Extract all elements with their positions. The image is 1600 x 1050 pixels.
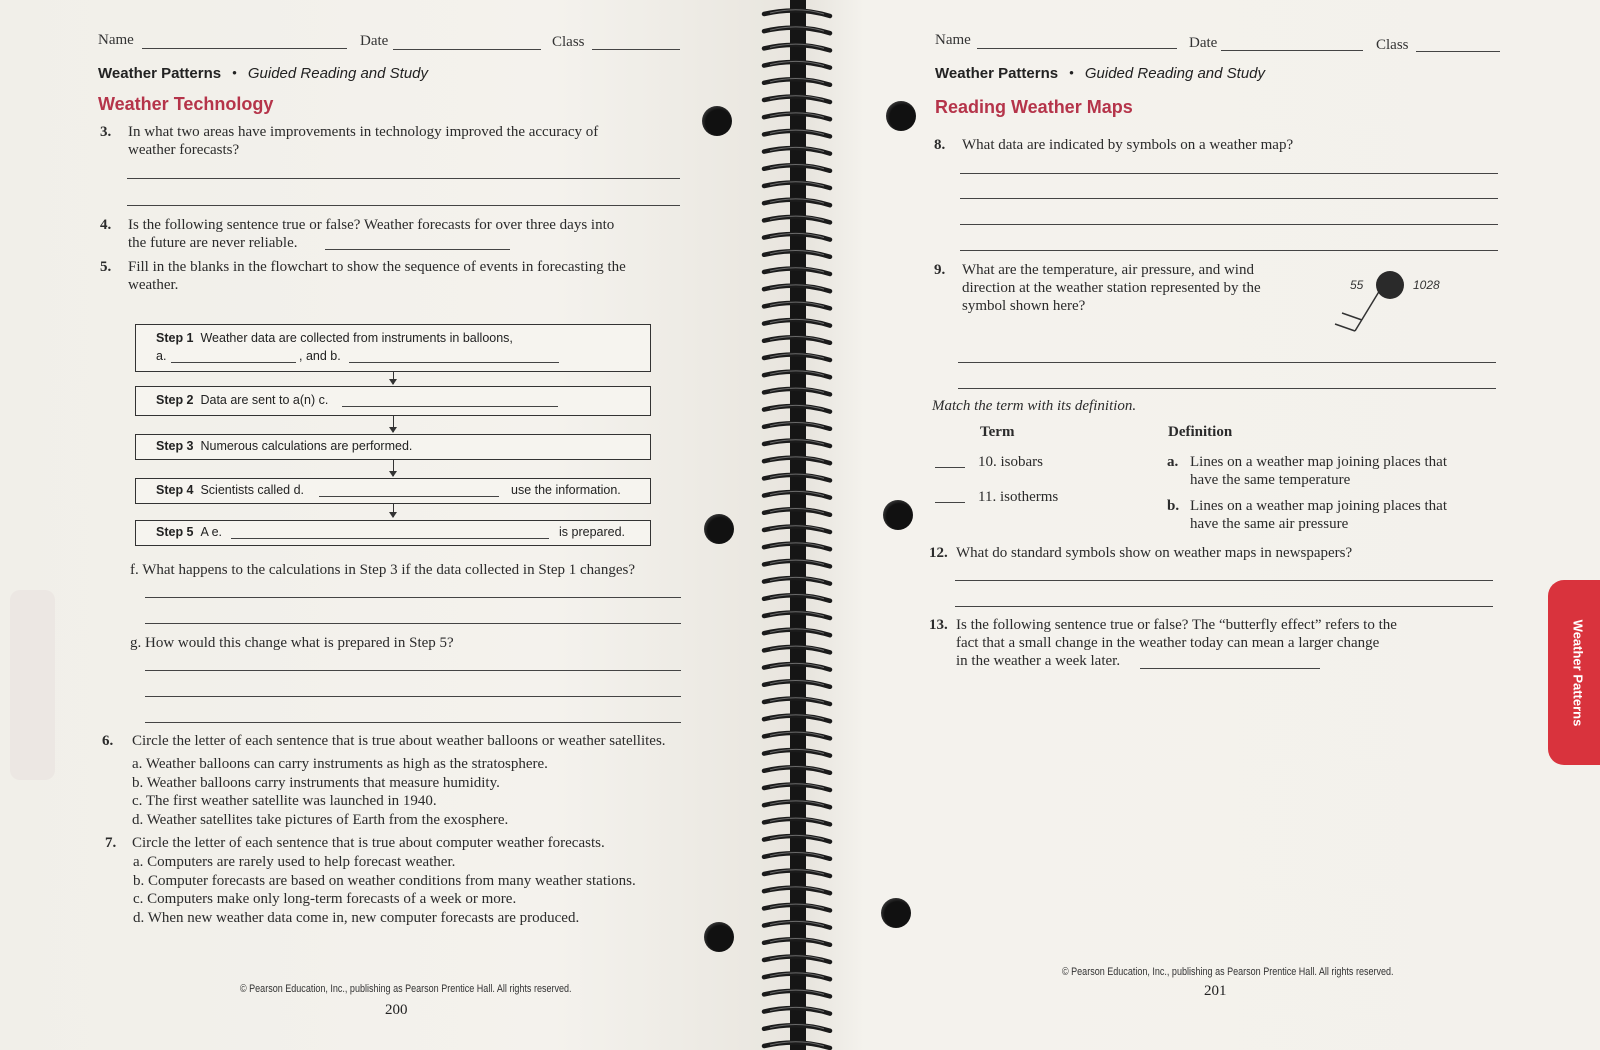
flow-arrow	[393, 371, 394, 384]
side-tab-label: Weather Patterns	[1570, 619, 1586, 726]
flowchart-step-5: Step 5 A e. is prepared.	[135, 520, 651, 546]
answer-line[interactable]	[127, 205, 680, 206]
flow-arrow	[393, 503, 394, 517]
section-title: Weather Technology	[98, 94, 274, 114]
answer-line[interactable]	[145, 597, 681, 598]
option-7a[interactable]: a. Computers are rarely used to help forecast weather.	[133, 854, 456, 870]
question-3: 3. In what two areas have improvements in technology improved the accuracy of weather forecasts?	[100, 124, 599, 158]
answer-line[interactable]	[127, 178, 680, 179]
punch-hole	[704, 922, 734, 952]
date-label: Date	[1189, 35, 1218, 51]
flowchart-step-4: Step 4 Scientists called d. use the information.	[135, 478, 651, 504]
answer-line[interactable]	[955, 606, 1493, 607]
answer-line[interactable]	[960, 224, 1498, 225]
option-7c[interactable]: c. Computers make only long-term forecasts of a week or more.	[133, 891, 517, 907]
date-label: Date	[360, 33, 389, 49]
term-isotherms: 11. isotherms	[978, 489, 1059, 505]
flow-arrow	[393, 459, 394, 476]
question-8: 8. What data are indicated by symbols on a weather map?	[934, 137, 1294, 153]
flowchart-step-1: Step 1 Weather data are collected from instruments in balloons, a. , and b.	[135, 324, 651, 372]
left-page	[0, 0, 790, 1050]
question-5: 5. Fill in the blanks in the flowchart to show the sequence of events in forecasting the weather.	[100, 259, 626, 293]
name-blank[interactable]	[977, 48, 1177, 49]
question-12: 12. What do standard symbols show on weather maps in newspapers?	[929, 545, 1353, 561]
question-5g: g. How would this change what is prepared in Step 5?	[130, 635, 454, 651]
match-blank-11[interactable]	[935, 502, 965, 503]
station-pressure: 1028	[1413, 278, 1440, 292]
copyright: © Pearson Education, Inc., publishing as Pearson Prentice Hall. All rights reserved.	[240, 983, 572, 995]
date-blank[interactable]	[1221, 50, 1363, 51]
option-7b[interactable]: b. Computer forecasts are based on weather conditions from many weather stations.	[133, 872, 636, 889]
name-blank[interactable]	[142, 48, 347, 49]
answer-line[interactable]	[145, 722, 681, 723]
term-header: Term	[980, 424, 1015, 440]
option-6d[interactable]: d. Weather satellites take pictures of Earth from the exosphere.	[132, 811, 509, 828]
blank-c[interactable]	[342, 406, 558, 407]
question-7: 7. Circle the letter of each sentence that is true about computer weather forecasts.	[105, 835, 605, 851]
name-label: Name	[98, 32, 134, 48]
class-blank[interactable]	[592, 49, 680, 50]
page-number: 200	[385, 1002, 408, 1018]
answer-line[interactable]	[145, 696, 681, 697]
definition-a: a. Lines on a weather map joining places that have the same temperature	[1167, 454, 1447, 488]
name-label: Name	[935, 32, 971, 48]
class-label: Class	[1376, 37, 1409, 53]
punch-hole	[704, 514, 734, 544]
question-7-options	[133, 853, 636, 927]
blank-a[interactable]	[171, 362, 296, 363]
option-6b[interactable]: b. Weather balloons carry instruments that measure humidity.	[132, 774, 500, 791]
date-blank[interactable]	[393, 49, 541, 50]
option-6c[interactable]: c. The first weather satellite was launched in 1940.	[132, 793, 437, 809]
answer-line[interactable]	[145, 623, 681, 624]
flowchart-step-3: Step 3 Numerous calculations are performed.	[135, 434, 651, 460]
answer-line[interactable]	[955, 580, 1493, 581]
answer-line[interactable]	[145, 670, 681, 671]
option-7d[interactable]: d. When new weather data come in, new computer forecasts are produced.	[133, 909, 580, 926]
question-13: 13. Is the following sentence true or false? The “butterfly effect” refers to the fact that a small change in the weather today can mean a larger change in the weather a week later.	[929, 617, 1397, 669]
right-page	[800, 0, 1600, 1050]
answer-line[interactable]	[960, 173, 1498, 174]
class-blank[interactable]	[1416, 51, 1500, 52]
answer-line[interactable]	[325, 249, 510, 250]
chapter-side-tab[interactable]	[1548, 580, 1600, 765]
match-instruction: Match the term with its definition.	[932, 398, 1137, 414]
spiral-binding	[760, 0, 840, 1050]
question-6-options	[132, 755, 548, 829]
page-subtitle: Weather Patterns • Guided Reading and Study	[98, 65, 429, 82]
station-temperature: 55	[1350, 278, 1364, 292]
question-9: 9. What are the temperature, air pressure, and wind direction at the weather station represented by the symbol shown here?	[934, 262, 1261, 314]
page-subtitle: Weather Patterns • Guided Reading and Study	[935, 65, 1266, 82]
blank-d[interactable]	[319, 496, 499, 497]
definition-b: b. Lines on a weather map joining places that have the same air pressure	[1167, 498, 1447, 532]
answer-line[interactable]	[1140, 668, 1320, 669]
answer-line[interactable]	[958, 388, 1496, 389]
class-label: Class	[552, 34, 585, 50]
question-6: 6. Circle the letter of each sentence that is true about weather balloons or weather satellites.	[102, 733, 666, 749]
blank-e[interactable]	[231, 538, 549, 539]
option-6a[interactable]: a. Weather balloons can carry instruments as high as the stratosphere.	[132, 756, 548, 772]
term-isobars: 10. isobars	[978, 454, 1043, 470]
punch-hole	[886, 101, 916, 131]
copyright: © Pearson Education, Inc., publishing as Pearson Prentice Hall. All rights reserved.	[1062, 966, 1394, 978]
question-4: 4. Is the following sentence true or false? Weather forecasts for over three days into the future are never reliable.	[100, 217, 615, 251]
punch-hole	[881, 898, 911, 928]
punch-hole	[883, 500, 913, 530]
flowchart-step-2: Step 2 Data are sent to a(n) c.	[135, 386, 651, 416]
answer-line[interactable]	[958, 362, 1496, 363]
station-model-symbol	[1330, 265, 1480, 340]
match-blank-10[interactable]	[935, 467, 965, 468]
faded-side-tab	[10, 590, 55, 780]
blank-b[interactable]	[349, 362, 559, 363]
definition-header: Definition	[1168, 424, 1233, 440]
flow-arrow	[393, 415, 394, 432]
page-number: 201	[1204, 983, 1227, 999]
answer-line[interactable]	[960, 198, 1498, 199]
question-5f: f. What happens to the calculations in Step 3 if the data collected in Step 1 changes?	[130, 562, 635, 578]
punch-hole	[702, 106, 732, 136]
section-title: Reading Weather Maps	[935, 97, 1133, 117]
answer-line[interactable]	[960, 250, 1498, 251]
